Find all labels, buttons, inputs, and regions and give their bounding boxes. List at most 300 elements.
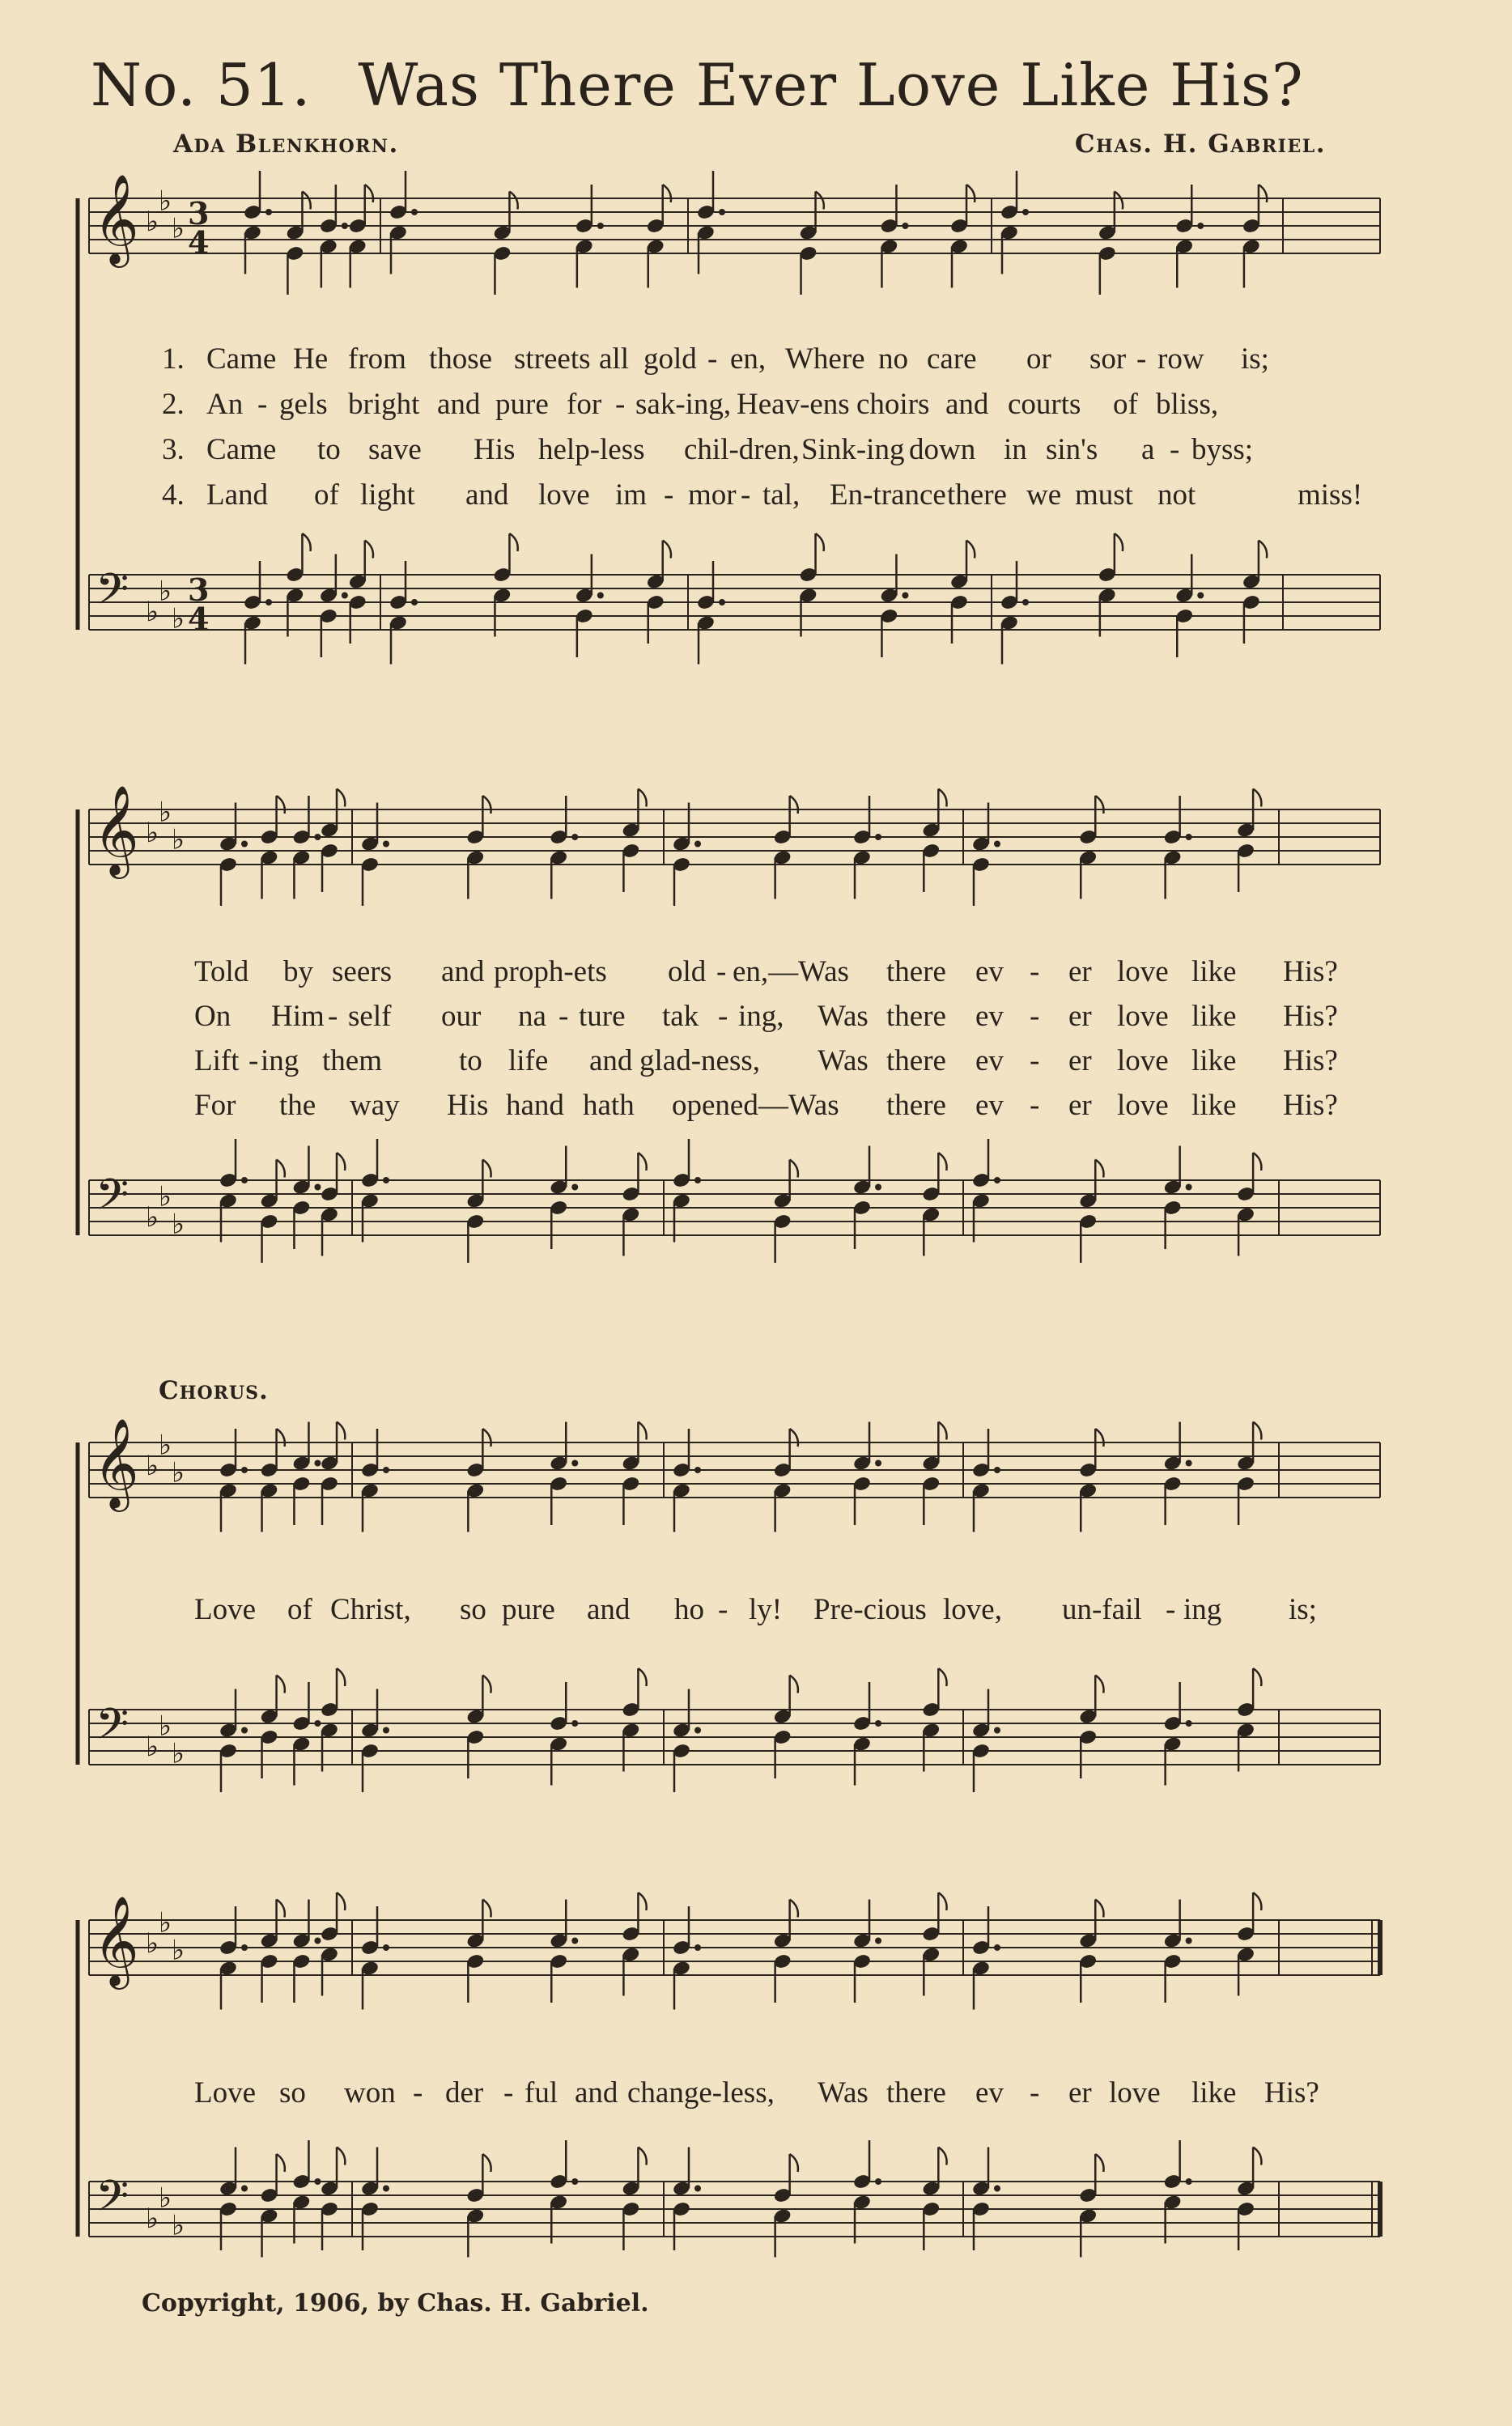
dot: [1186, 1720, 1192, 1727]
syllable: sor: [1089, 342, 1127, 376]
syllable: a: [1141, 433, 1155, 466]
syllable: -: [1030, 1089, 1040, 1122]
syllable: and: [465, 478, 509, 512]
flat-sign: ♭: [172, 2209, 185, 2242]
flat-sign: ♭: [172, 1737, 185, 1770]
syllable: by: [283, 955, 313, 988]
dot: [314, 2178, 321, 2185]
syllable: bliss,: [1156, 388, 1219, 421]
note-flag: [302, 533, 310, 551]
syllable: -: [559, 1000, 569, 1033]
note-flag: [638, 1668, 646, 1686]
verse-number: 4.: [162, 478, 185, 512]
copyright-notice: Copyright, 1906, by Chas. H. Gabriel.: [142, 2289, 649, 2318]
syllable: help-less: [538, 433, 645, 466]
note-flag: [790, 796, 798, 814]
verse-number: 2.: [162, 388, 185, 421]
syllable: proph-ets: [494, 955, 607, 988]
syllable: or: [1026, 342, 1051, 376]
words-by-credit: Ada Blenkhorn.: [173, 130, 399, 159]
treble-clef: 𝄞: [93, 784, 139, 875]
dot: [571, 1184, 578, 1191]
note-flag: [509, 192, 517, 210]
bass-clef: 𝄢: [96, 1171, 130, 1230]
flat-sign: ♭: [159, 796, 172, 829]
flat-sign: ♭: [146, 206, 159, 238]
note-flag: [938, 1422, 946, 1440]
syllable: life: [508, 1044, 549, 1077]
syllable: Was: [818, 2076, 869, 2109]
dot: [1186, 1184, 1192, 1191]
syllable: ing: [1183, 1593, 1222, 1626]
dot: [1186, 2178, 1192, 2185]
dot: [1197, 223, 1204, 229]
note-flag: [663, 541, 671, 559]
dot: [1186, 1460, 1192, 1467]
note-flag: [663, 185, 671, 202]
syllable: opened—Was: [672, 1089, 839, 1122]
syllable: not: [1157, 478, 1196, 512]
flat-sign: ♭: [159, 1710, 172, 1743]
dot: [694, 2186, 701, 2192]
syllable: self: [348, 1000, 392, 1033]
syllable: and: [437, 388, 481, 421]
syllable: all: [599, 342, 629, 376]
dot: [241, 2186, 248, 2192]
time-signature-lower: 4: [188, 224, 210, 261]
syllable: im: [615, 478, 648, 512]
dot: [241, 1177, 248, 1183]
syllable: and: [587, 1593, 631, 1626]
syllable: His?: [1283, 1000, 1338, 1033]
syllable: Pre-cious: [813, 1593, 927, 1626]
verse-4-line-1: [0, 480, 1512, 512]
flat-sign: ♭: [146, 817, 159, 849]
dot: [314, 834, 321, 840]
note-flag: [337, 2148, 345, 2165]
syllable: -: [707, 342, 718, 376]
time-signature-upper: 3: [188, 195, 210, 232]
syllable: like: [1191, 955, 1237, 988]
syllable: -: [1030, 2076, 1040, 2109]
hymn-title: Was There Ever Love Like His?: [358, 51, 1304, 119]
syllable: en,—Was: [733, 955, 849, 988]
syllable: His: [447, 1089, 489, 1122]
syllable: our: [441, 1000, 482, 1033]
dot: [597, 223, 604, 229]
syllable: Him: [271, 1000, 325, 1033]
note-flag: [482, 1900, 491, 1918]
note-flag: [638, 2148, 646, 2165]
syllable: from: [348, 342, 406, 376]
syllable: care: [927, 342, 977, 376]
dot: [694, 1727, 701, 1734]
syllable: -: [1030, 955, 1040, 988]
syllable: -: [716, 955, 727, 988]
treble-staff: [89, 1417, 1380, 1532]
syllable: der: [445, 2076, 484, 2109]
syllable: -: [328, 1000, 338, 1033]
syllable: -: [718, 1593, 728, 1626]
syllable: choirs: [856, 388, 930, 421]
syllable: won: [344, 2076, 396, 2109]
flat-sign: ♭: [159, 1429, 172, 1462]
note-flag: [365, 541, 373, 559]
note-flag: [938, 1668, 946, 1686]
syllable: un-fail: [1062, 1593, 1142, 1626]
syllable: -: [615, 388, 626, 421]
dot: [694, 1177, 701, 1183]
syllable: Sink-ing: [801, 433, 905, 466]
syllable: -: [503, 2076, 514, 2109]
syllable: change-less,: [627, 2076, 775, 2109]
note-flag: [1253, 1153, 1261, 1171]
hymn-number: No. 51.: [91, 51, 312, 119]
note-flag: [938, 1893, 946, 1910]
syllable: we: [1026, 478, 1062, 512]
dot: [265, 599, 272, 605]
syllable: love: [1117, 1000, 1169, 1033]
syllable: miss!: [1298, 478, 1363, 512]
syllable: save: [368, 433, 422, 466]
syllable: -: [1166, 1593, 1176, 1626]
syllable: ev: [975, 955, 1004, 988]
syllable: -: [718, 1000, 728, 1033]
syllable: For: [194, 1089, 236, 1122]
syllable: Told: [194, 955, 249, 988]
note-flag: [482, 1160, 491, 1178]
chorus-line-1: [0, 1595, 1512, 1627]
syllable: ful: [525, 2076, 559, 2109]
dot: [994, 1944, 1000, 1951]
syllable: er: [1068, 1089, 1092, 1122]
syllable: Where: [785, 342, 865, 376]
note-flag: [1253, 2148, 1261, 2165]
syllable: ev: [975, 1089, 1004, 1122]
note-flag: [365, 185, 373, 202]
syllable: -: [248, 1044, 259, 1077]
treble-clef: 𝄞: [93, 1895, 139, 1986]
syllable: chil-dren,: [684, 433, 800, 466]
note-flag: [277, 1676, 285, 1693]
note-flag: [277, 796, 285, 814]
dot: [994, 1727, 1000, 1734]
syllable: of: [1113, 388, 1138, 421]
syllable: -: [1170, 433, 1180, 466]
syllable: them: [322, 1044, 382, 1077]
syllable: Love: [194, 1593, 257, 1626]
syllable: streets: [514, 342, 591, 376]
note-flag: [277, 1160, 285, 1178]
syllable: seers: [332, 955, 392, 988]
syllable: ev: [975, 1044, 1004, 1077]
verse-3-line-1: [0, 435, 1512, 467]
note-flag: [482, 796, 491, 814]
syllable: there: [886, 1044, 946, 1077]
syllable: ev: [975, 1000, 1004, 1033]
syllable: to: [317, 433, 341, 466]
note-flag: [509, 533, 517, 551]
syllable: Land: [206, 478, 269, 512]
syllable: -: [741, 478, 751, 512]
flat-sign: ♭: [172, 602, 185, 635]
syllable: so: [279, 2076, 306, 2109]
syllable: there: [947, 478, 1007, 512]
music-system: [78, 1893, 1380, 2258]
note-flag: [638, 1422, 646, 1440]
dot: [994, 1177, 1000, 1183]
note-flag: [790, 2154, 798, 2172]
syllable: mor: [688, 478, 737, 512]
dot: [875, 2178, 881, 2185]
syllable: of: [314, 478, 339, 512]
syllable: there: [886, 2076, 946, 2109]
flat-sign: ♭: [146, 1731, 159, 1763]
dot: [902, 223, 908, 229]
dot: [694, 1944, 701, 1951]
flat-sign: ♭: [146, 1201, 159, 1234]
verse-1-line-1: [0, 344, 1512, 376]
syllable: Came: [206, 342, 277, 376]
syllable: old: [668, 955, 707, 988]
syllable: ing,: [738, 1000, 784, 1033]
syllable: of: [287, 1593, 312, 1626]
dot: [571, 1460, 578, 1467]
syllable: way: [350, 1089, 400, 1122]
dot: [875, 1938, 881, 1944]
note-flag: [1095, 1676, 1103, 1693]
chorus-heading: Chorus.: [159, 1376, 269, 1405]
dot: [383, 841, 389, 848]
syllable: love: [1117, 1044, 1169, 1077]
note-flag: [337, 1422, 345, 1440]
note-flag: [337, 1668, 345, 1686]
note-flag: [1095, 2154, 1103, 2172]
treble-staff: [89, 171, 1380, 295]
syllable: in: [1004, 433, 1027, 466]
syllable: like: [1191, 1000, 1237, 1033]
syllable: en,: [730, 342, 767, 376]
flat-sign: ♭: [159, 185, 172, 218]
syllable: er: [1068, 1000, 1092, 1033]
note-flag: [1115, 533, 1123, 551]
dot: [1022, 209, 1029, 215]
flat-sign: ♭: [159, 1906, 172, 1940]
note-flag: [1253, 1422, 1261, 1440]
syllable: -: [1030, 1000, 1040, 1033]
dot: [719, 599, 725, 605]
dot: [875, 1184, 881, 1191]
syllable: is;: [1241, 342, 1269, 376]
flat-sign: ♭: [159, 575, 172, 608]
dot: [241, 1944, 248, 1951]
bass-clef: 𝄢: [96, 1700, 130, 1760]
dot: [875, 834, 881, 840]
syllable: courts: [1008, 388, 1081, 421]
verse-2-line-2: [0, 1001, 1512, 1034]
note-flag: [790, 1676, 798, 1693]
syllable: is;: [1289, 1593, 1317, 1626]
syllable: love: [538, 478, 590, 512]
syllable: tak: [662, 1000, 699, 1033]
verse-4-line-2: [0, 1090, 1512, 1123]
syllable: bright: [348, 388, 420, 421]
syllable: Christ,: [330, 1593, 411, 1626]
treble-staff: [89, 1893, 1380, 2010]
syllable: like: [1191, 2076, 1237, 2109]
syllable: -: [413, 2076, 423, 2109]
flat-sign: ♭: [146, 1927, 159, 1960]
dot: [241, 1727, 248, 1734]
syllable: ly!: [749, 1593, 783, 1626]
syllable: er: [1068, 2076, 1092, 2109]
syllable: na: [518, 1000, 546, 1033]
syllable: sin's: [1046, 433, 1098, 466]
syllable: and: [945, 388, 989, 421]
note-flag: [277, 1900, 285, 1918]
note-flag: [638, 789, 646, 807]
verse-number: 3.: [162, 433, 185, 466]
dot: [383, 1944, 389, 1951]
note-flag: [790, 1900, 798, 1918]
dot: [265, 209, 272, 215]
dot: [571, 834, 578, 840]
bass-clef: 𝄢: [96, 565, 130, 625]
note-flag: [337, 1153, 345, 1171]
note-flag: [638, 1153, 646, 1171]
note-flag: [337, 789, 345, 807]
treble-clef: 𝄞: [93, 173, 139, 264]
dot: [241, 1467, 248, 1473]
note-flag: [1253, 1893, 1261, 1910]
syllable: He: [293, 342, 329, 376]
bass-staff: [89, 2140, 1380, 2258]
dot: [383, 1177, 389, 1183]
dot: [571, 1720, 578, 1727]
dot: [314, 1184, 321, 1191]
bass-clef: 𝄢: [96, 2172, 130, 2232]
syllable: and: [441, 955, 485, 988]
syllable: Was: [818, 1000, 869, 1033]
note-flag: [277, 1429, 285, 1447]
treble-clef: 𝄞: [93, 1417, 139, 1508]
verse-number: 1.: [162, 342, 185, 376]
syllable: like: [1191, 1044, 1237, 1077]
dot: [902, 593, 908, 599]
dot: [597, 593, 604, 599]
note-flag: [1095, 1429, 1103, 1447]
verse-3-line-2: [0, 1046, 1512, 1078]
dot: [383, 1467, 389, 1473]
syllable: sak-ing,: [635, 388, 732, 421]
time-signature-lower: 4: [188, 601, 210, 637]
note-flag: [966, 541, 975, 559]
flat-sign: ♭: [172, 823, 185, 856]
flat-sign: ♭: [172, 1934, 185, 1967]
dot: [719, 209, 725, 215]
bass-staff: [89, 533, 1380, 665]
syllable: ing: [261, 1044, 299, 1077]
note-flag: [816, 533, 824, 551]
syllable: On: [194, 1000, 231, 1033]
dot: [314, 1938, 321, 1944]
syllable: Was: [818, 1044, 869, 1077]
flat-sign: ♭: [146, 596, 159, 628]
dot: [875, 1460, 881, 1467]
syllable: so: [460, 1593, 486, 1626]
syllable: -: [664, 478, 674, 512]
syllable: row: [1157, 342, 1204, 376]
syllable: En-trance: [830, 478, 946, 512]
hymn-title-line: [91, 45, 1304, 125]
syllable: down: [909, 433, 976, 466]
syllable: Came: [206, 433, 277, 466]
syllable: -: [1030, 1044, 1040, 1077]
dot: [383, 2186, 389, 2192]
note-flag: [938, 1153, 946, 1171]
syllable: Love: [194, 2076, 257, 2109]
note-flag: [337, 1893, 345, 1910]
dot: [1022, 599, 1029, 605]
note-flag: [966, 185, 975, 202]
syllable: pure: [495, 388, 549, 421]
dot: [1197, 593, 1204, 599]
note-flag: [1259, 185, 1267, 202]
syllable: hand: [506, 1089, 564, 1122]
flat-sign: ♭: [159, 2182, 172, 2215]
dot: [314, 1460, 321, 1467]
syllable: His?: [1264, 2076, 1319, 2109]
syllable: His: [474, 433, 516, 466]
syllable: no: [878, 342, 908, 376]
flat-sign: ♭: [172, 1208, 185, 1241]
syllable: His?: [1283, 1089, 1338, 1122]
note-flag: [1115, 192, 1123, 210]
syllable: and: [575, 2076, 618, 2109]
note-flag: [277, 2154, 285, 2172]
syllable: and: [589, 1044, 633, 1077]
note-flag: [938, 789, 946, 807]
note-flag: [938, 2148, 946, 2165]
note-flag: [1253, 789, 1261, 807]
bass-staff: [89, 1139, 1380, 1263]
syllable: -: [257, 388, 268, 421]
flat-sign: ♭: [172, 212, 185, 245]
syllable: for: [567, 388, 602, 421]
dot: [383, 1727, 389, 1734]
syllable: er: [1068, 1044, 1092, 1077]
dot: [694, 841, 701, 848]
note-flag: [1095, 1160, 1103, 1178]
syllable: ev: [975, 2076, 1004, 2109]
syllable: byss;: [1191, 433, 1254, 466]
syllable: -: [1136, 342, 1147, 376]
dot: [994, 2186, 1000, 2192]
syllable: there: [886, 1000, 946, 1033]
syllable: the: [279, 1089, 316, 1122]
syllable: ture: [579, 1000, 626, 1033]
syllable: love: [1109, 2076, 1161, 2109]
dot: [1186, 1938, 1192, 1944]
note-flag: [790, 1429, 798, 1447]
syllable: hath: [583, 1089, 635, 1122]
dot: [994, 841, 1000, 848]
syllable: like: [1191, 1089, 1237, 1122]
syllable: those: [429, 342, 493, 376]
flat-sign: ♭: [159, 1180, 172, 1213]
note-flag: [1259, 541, 1267, 559]
dot: [694, 1467, 701, 1473]
